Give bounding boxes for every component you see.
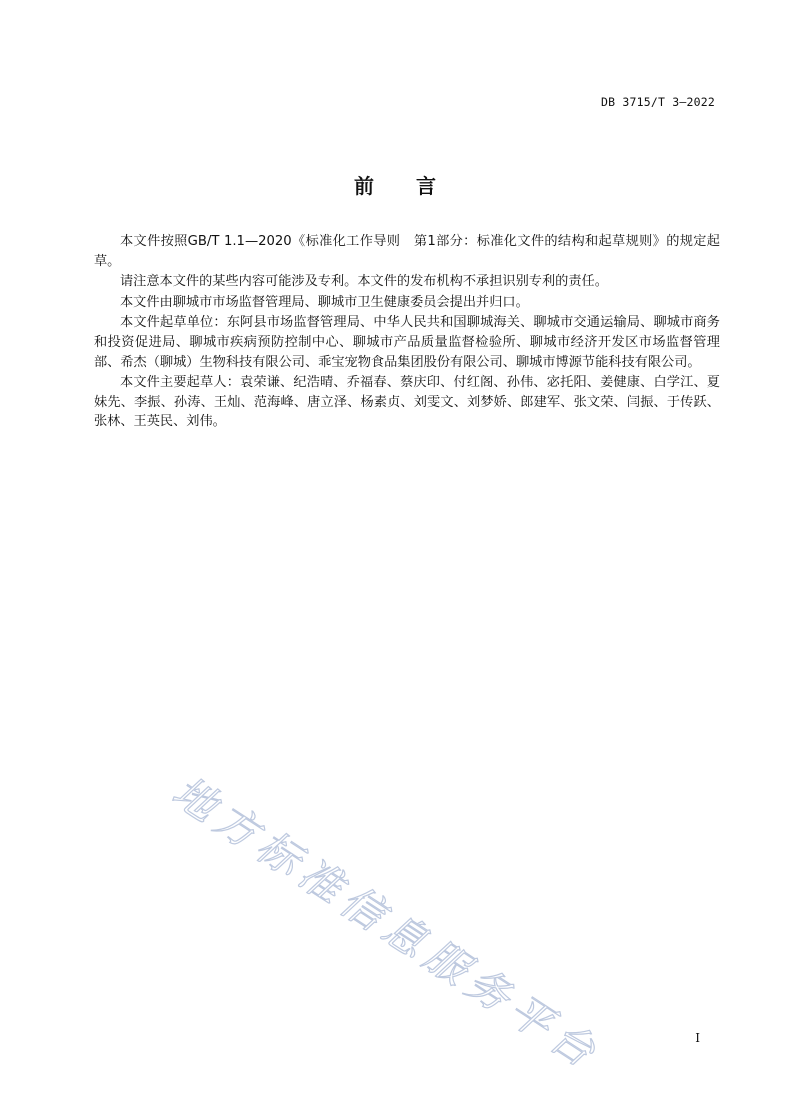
title-char-1: 前 — [354, 174, 376, 198]
watermark: 地方标准信息服务平台 — [163, 766, 610, 1081]
paragraph-drafting-basis: 本文件按照GB/T 1.1—2020《标准化工作导则 第1部分：标准化文件的结构和起草规则》的规定起草。 — [94, 234, 720, 269]
paragraph-patent-notice: 请注意本文件的某些内容可能涉及专利。本文件的发布机构不承担识别专利的责任。 — [120, 274, 608, 290]
document-code: DB 3715/T 3—2022 — [601, 95, 715, 109]
paragraph-drafters: 本文件主要起草人：袁荣谦、纪浩晴、乔福春、蔡庆印、付红阁、孙伟、宓托阳、姜健康、白学江、夏妹先、李振、孙涛、王灿、范海峰、唐立泽、杨素贞、刘雯文、刘梦娇、郎建军、张文荣、闫振、于传跃、张林、王英民、刘伟。 — [94, 375, 720, 430]
page-title — [0, 170, 792, 199]
title-char-2: 言 — [416, 174, 438, 198]
paragraph-proposer: 本文件由聊城市市场监督管理局、聊城市卫生健康委员会提出并归口。 — [120, 294, 529, 310]
preface-body — [94, 232, 720, 433]
page-number: I — [695, 1031, 700, 1045]
paragraph-drafting-units: 本文件起草单位：东阿县市场监督管理局、中华人民共和国聊城海关、聊城市交通运输局、聊城市商务和投资促进局、聊城市疾病预防控制中心、聊城市产品质量监督检验所、聊城市经济开发区市场监督管理部、希杰（聊城）生物科技有限公司、乖宝宠物食品集团股份有限公司、聊城市博源节能科技有限公司。 — [94, 315, 720, 370]
